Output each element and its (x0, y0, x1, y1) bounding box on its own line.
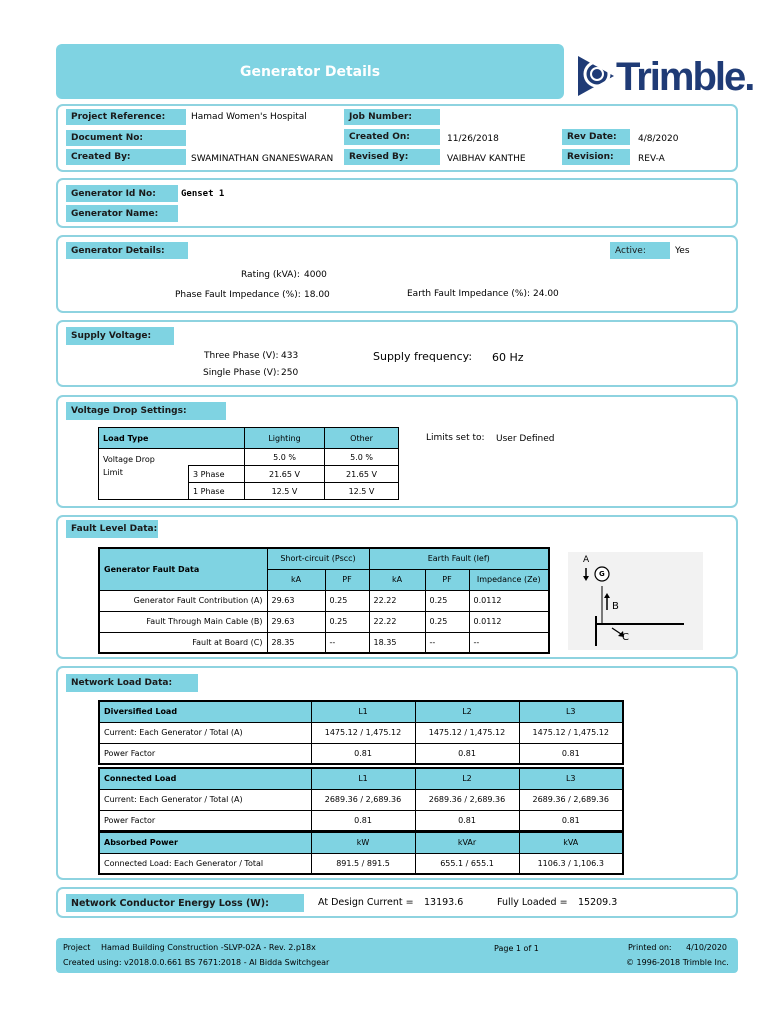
fault-earth-pf: 0.25 (425, 590, 469, 611)
col-l2: L2 (415, 701, 519, 722)
fault-pf: 0.25 (325, 590, 369, 611)
table-row (99, 789, 623, 810)
absorbed-kw: 891.5 / 891.5 (311, 853, 415, 874)
sub-ka: kA (267, 569, 325, 590)
fault-earth-ka: 22.22 (369, 611, 425, 632)
current-l1: 1475.12 / 1,475.12 (311, 722, 415, 743)
supply-frequency-value: 60 Hz (492, 351, 524, 364)
diagram-label-c: C (622, 632, 629, 643)
fault-earth-pf: -- (425, 632, 469, 653)
rev-date-value: 4/8/2020 (638, 134, 679, 144)
one-lighting: 12.5 V (245, 483, 325, 500)
single-phase-value: 250 (281, 368, 299, 378)
footer-copyright: © 1996-2018 Trimble Inc. (626, 958, 729, 967)
footer-page-number: Page 1 of 1 (494, 944, 539, 953)
revised-by-label: Revised By: (344, 149, 440, 165)
fault-ka: 28.35 (267, 632, 325, 653)
document-no-label: Document No: (66, 130, 186, 146)
network-load-label: Network Load Data: (66, 674, 198, 692)
footer-created-using: Created using: v2018.0.0.661 BS 7671:2018 - Al Bidda Switchgear (63, 958, 330, 967)
table-row (99, 611, 549, 632)
pct-spacer (189, 449, 245, 466)
col-kva: kVA (519, 832, 623, 853)
phase-fault-value: 18.00 (304, 290, 330, 300)
table-row (99, 722, 623, 743)
pct-lighting: 5.0 % (245, 449, 325, 466)
design-current-label: At Design Current = (318, 897, 414, 908)
current-l1: 2689.36 / 2,689.36 (311, 789, 415, 810)
fault-level-table (98, 547, 550, 654)
voltage-drop-table (98, 427, 399, 500)
project-reference-value: Hamad Women's Hospital (191, 112, 307, 122)
phase-fault-label: Phase Fault Impedance (%): (175, 290, 301, 300)
sub-ka-2: kA (369, 569, 425, 590)
revision-label: Revision: (562, 149, 630, 165)
pf-l3: 0.81 (519, 743, 623, 764)
table-row (99, 853, 623, 874)
created-by-label: Created By: (66, 149, 186, 165)
connected-title: Connected Load (99, 768, 311, 789)
active-label: Active: (610, 242, 670, 259)
fault-ze: 0.0112 (469, 590, 549, 611)
limits-label: Limits set to: (426, 433, 485, 443)
pf-l2: 0.81 (415, 810, 519, 831)
limits-value: User Defined (496, 434, 555, 444)
project-reference-label: Project Reference: (66, 109, 186, 125)
pf-l1: 0.81 (311, 743, 415, 764)
absorbed-power-table (98, 831, 624, 875)
energy-loss-label: Network Conductor Energy Loss (W): (66, 894, 304, 912)
current-l2: 2689.36 / 2,689.36 (415, 789, 519, 810)
connected-load-table (98, 767, 624, 832)
active-value: Yes (675, 246, 690, 256)
col-lighting: Lighting (245, 428, 325, 449)
created-on-value: 11/26/2018 (447, 134, 499, 144)
three-lighting: 21.65 V (245, 466, 325, 483)
table-row (99, 810, 623, 831)
col-kw: kW (311, 832, 415, 853)
rating-value: 4000 (304, 270, 327, 280)
pf-l3: 0.81 (519, 810, 623, 831)
absorbed-kva: 1106.3 / 1,106.3 (519, 853, 623, 874)
absorbed-kvar: 655.1 / 655.1 (415, 853, 519, 874)
table-row (99, 590, 549, 611)
generator-id-label: Generator Id No: (66, 185, 178, 202)
current-label: Current: Each Generator / Total (A) (99, 722, 311, 743)
earth-fault-value: 24.00 (533, 289, 559, 299)
fault-ze: 0.0112 (469, 611, 549, 632)
fault-row-label: Generator Fault Contribution (A) (99, 590, 267, 611)
revision-value: REV-A (638, 154, 665, 164)
earth-fault-label: Earth Fault Impedance (%): (407, 289, 531, 299)
fault-ka: 29.63 (267, 611, 325, 632)
generator-details-label: Generator Details: (66, 242, 188, 259)
absorbed-row-label: Connected Load: Each Generator / Total (99, 853, 311, 874)
row-label-line-1: Voltage Drop (103, 455, 155, 464)
current-l3: 1475.12 / 1,475.12 (519, 722, 623, 743)
generator-id-value: Genset 1 (181, 189, 225, 199)
fault-level-label: Fault Level Data: (66, 520, 158, 538)
current-l3: 2689.36 / 2,689.36 (519, 789, 623, 810)
single-phase-label: Single Phase (V): (203, 368, 280, 378)
fault-pf: -- (325, 632, 369, 653)
supply-voltage-label: Supply Voltage: (66, 327, 174, 345)
absorbed-title: Absorbed Power (99, 832, 311, 853)
fully-loaded-label: Fully Loaded = (497, 897, 568, 908)
created-by-value: SWAMINATHAN GNANESWARAN (191, 154, 334, 164)
three-other: 21.65 V (325, 466, 399, 483)
col-l3: L3 (519, 768, 623, 789)
fully-loaded-value: 15209.3 (578, 897, 618, 908)
col-other: Other (325, 428, 399, 449)
sub-impedance: Impedance (Ze) (469, 569, 549, 590)
three-phase-row-label: 3 Phase (189, 466, 245, 483)
one-phase-row-label: 1 Phase (189, 483, 245, 500)
col-l2: L2 (415, 768, 519, 789)
supply-frequency-label: Supply frequency: (373, 350, 473, 363)
fault-diagram-icon (568, 552, 703, 650)
sub-pf: PF (325, 569, 369, 590)
col-l1: L1 (311, 701, 415, 722)
short-circuit-header: Short-circuit (Pscc) (267, 548, 369, 569)
pct-other: 5.0 % (325, 449, 399, 466)
fault-pf: 0.25 (325, 611, 369, 632)
diagram-label-b: B (612, 601, 619, 612)
voltage-drop-row-label (99, 449, 189, 500)
pf-label: Power Factor (99, 810, 311, 831)
three-phase-value: 433 (281, 351, 299, 361)
voltage-drop-label: Voltage Drop Settings: (66, 402, 226, 420)
fault-earth-ka: 22.22 (369, 590, 425, 611)
diagram-label-g: G (599, 570, 605, 578)
trimble-logo-text: Trimble. (616, 55, 754, 99)
col-l1: L1 (311, 768, 415, 789)
fault-ze: -- (469, 632, 549, 653)
col-kvar: kVAr (415, 832, 519, 853)
fault-row-label: Fault Through Main Cable (B) (99, 611, 267, 632)
diagram-label-a: A (583, 555, 590, 565)
revised-by-value: VAIBHAV KANTHE (447, 154, 526, 164)
diversified-title: Diversified Load (99, 701, 311, 722)
one-other: 12.5 V (325, 483, 399, 500)
page-title: Generator Details (56, 44, 564, 99)
col-load-type: Load Type (99, 428, 245, 449)
row-label-line-2: Limit (103, 468, 123, 477)
three-phase-label: Three Phase (V): (204, 351, 279, 361)
generator-fault-data-title: Generator Fault Data (99, 548, 267, 590)
sub-pf-2: PF (425, 569, 469, 590)
footer-printed-label: Printed on: (628, 943, 672, 952)
design-current-value: 13193.6 (424, 897, 464, 908)
pf-label: Power Factor (99, 743, 311, 764)
col-l3: L3 (519, 701, 623, 722)
rev-date-label: Rev Date: (562, 129, 630, 145)
table-row (99, 632, 549, 653)
pf-l1: 0.81 (311, 810, 415, 831)
fault-earth-ka: 18.35 (369, 632, 425, 653)
fault-ka: 29.63 (267, 590, 325, 611)
created-on-label: Created On: (344, 129, 440, 145)
earth-fault-header: Earth Fault (Ief) (369, 548, 549, 569)
footer-project-label: Project (63, 943, 91, 952)
pf-l2: 0.81 (415, 743, 519, 764)
footer-printed-value: 4/10/2020 (686, 943, 728, 952)
table-row (99, 743, 623, 764)
rating-label: Rating (kVA): (241, 270, 300, 280)
fault-earth-pf: 0.25 (425, 611, 469, 632)
current-l2: 1475.12 / 1,475.12 (415, 722, 519, 743)
diversified-load-table (98, 700, 624, 765)
job-number-label: Job Number: (344, 109, 440, 125)
footer-project-value: Hamad Building Construction -SLVP-02A - Rev. 2.p18x (101, 943, 316, 952)
generator-name-label: Generator Name: (66, 205, 178, 222)
current-label: Current: Each Generator / Total (A) (99, 789, 311, 810)
fault-row-label: Fault at Board (C) (99, 632, 267, 653)
